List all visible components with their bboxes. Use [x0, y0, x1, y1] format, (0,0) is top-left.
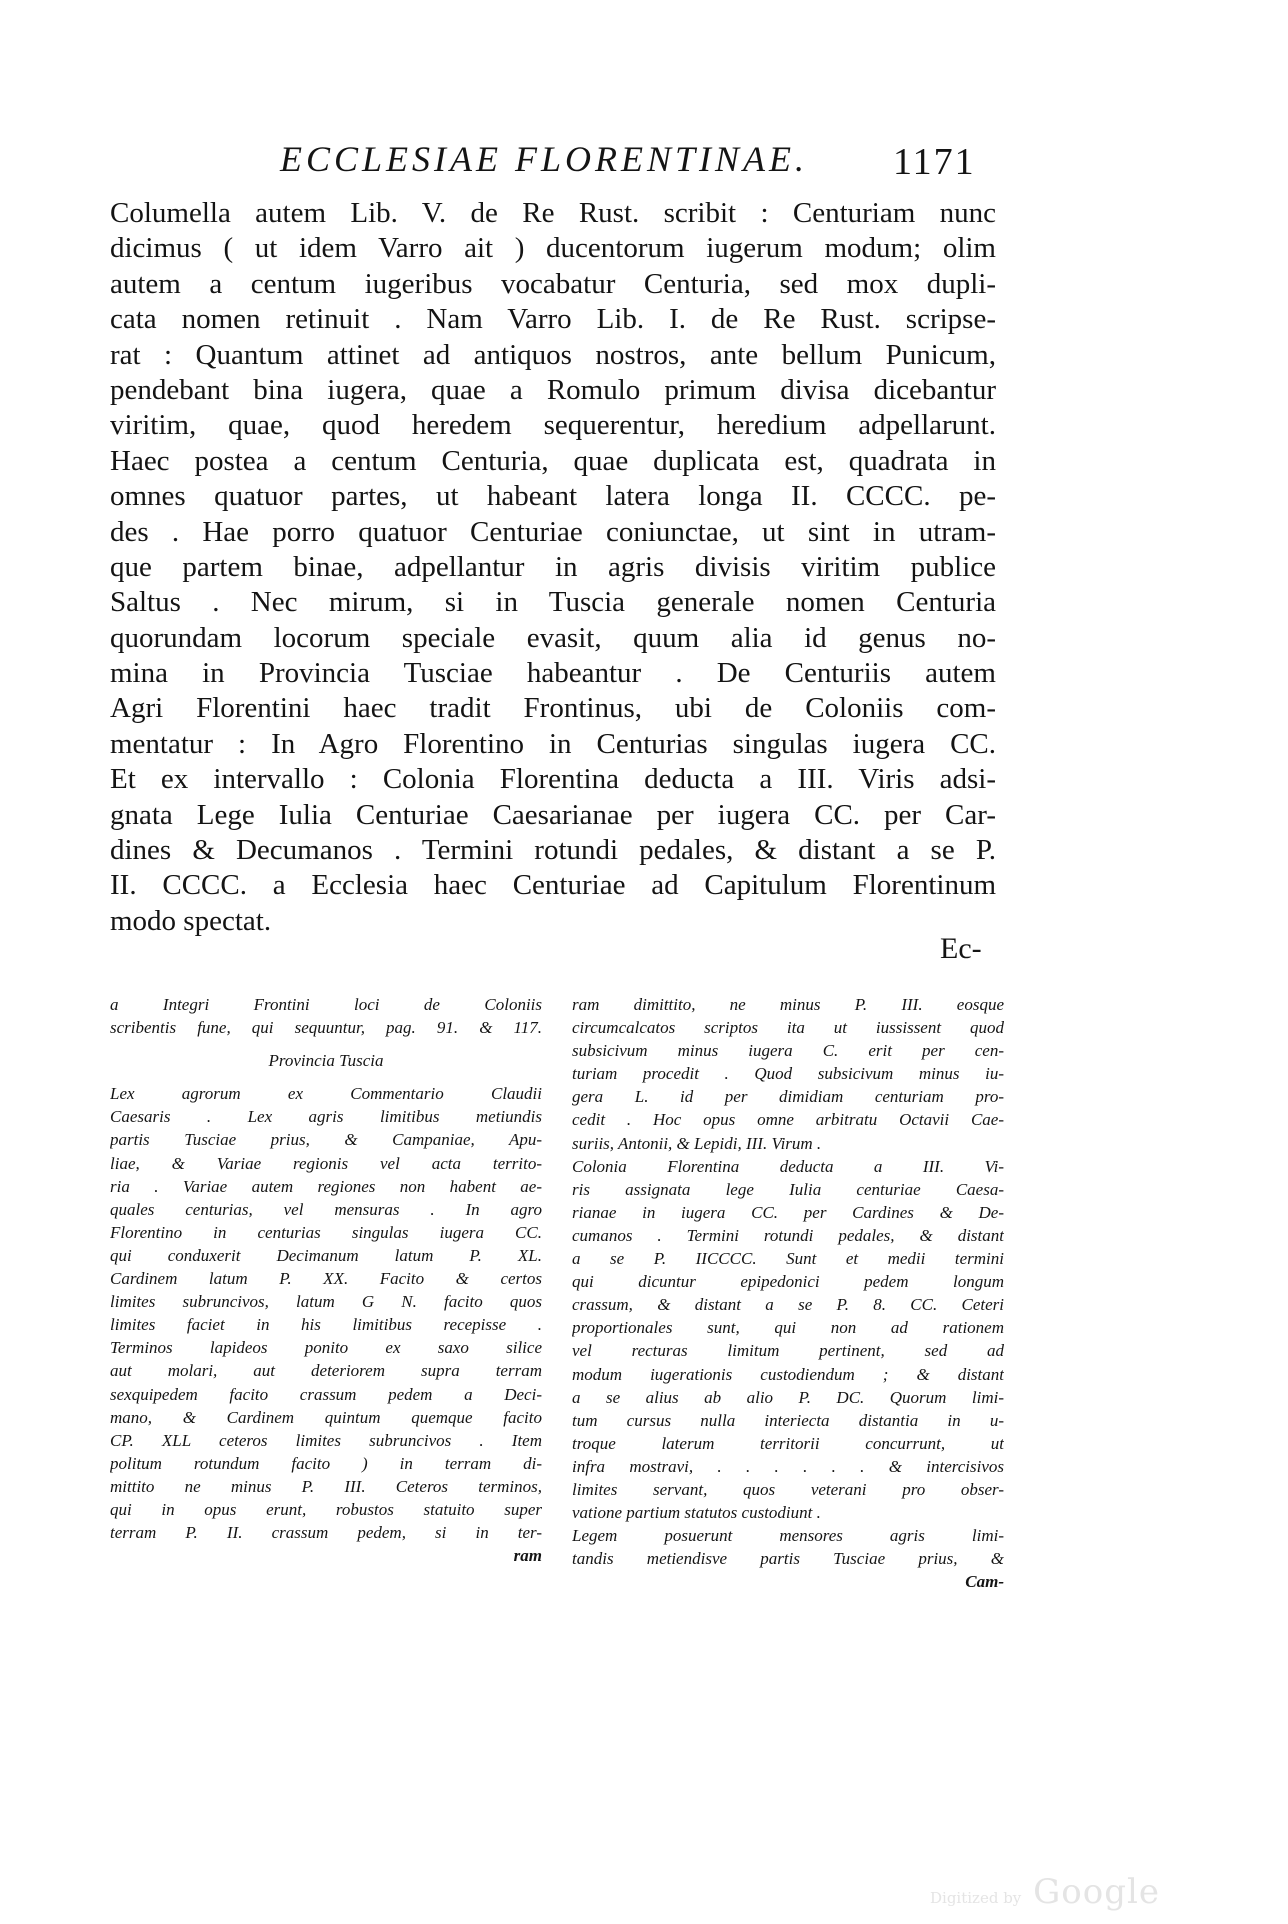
footnote-line: quales centurias, vel mensuras . In agro	[110, 1199, 542, 1219]
footnote-line: a Integri Frontini loci de Coloniis	[110, 995, 542, 1014]
main-text-line: pendebant bina iugera, quae a Romulo primum divisa dicebantur	[110, 373, 996, 406]
main-text-line: que partem binae, adpellantur in agris divisis viritim publice	[110, 550, 996, 583]
footnote-line: infra mostravi, . . . . . . & intercisivos	[572, 1456, 1004, 1476]
footnote-line: subsicivum minus iugera C. erit per cen-	[572, 1041, 1004, 1061]
footnote-line: cumanos . Termini rotundi pedales, & distant	[572, 1225, 1004, 1245]
main-text-line: Et ex intervallo : Colonia Florentina deducta a III. Viris adsi-	[110, 763, 996, 796]
main-text-line: Columella autem Lib. V. de Re Rust. scribit : Centuriam nunc	[110, 197, 996, 229]
footnote-line: Legem posuerunt mensores agris limi-	[572, 1526, 1004, 1546]
main-text-block	[110, 196, 996, 939]
main-text-line: Saltus . Nec mirum, si in Tuscia generale nomen Centuria	[110, 586, 996, 619]
footnote-line: rianae in iugera CC. per Cardines & De-	[572, 1202, 1004, 1222]
footnote-line: Cardinem latum P. XX. Facito & certos	[110, 1269, 542, 1289]
footnote-line: ris assignata lege Iulia centuriae Caesa-	[572, 1179, 1004, 1199]
footnote-line: scribentis fune, qui sequuntur, pag. 91. & 117.	[110, 1018, 542, 1038]
footnote-line: modum iugerationis custodiendum ; & distant	[572, 1364, 1004, 1384]
watermark-brand: Google	[1033, 1872, 1160, 1912]
watermark-prefix: Digitized by	[930, 1889, 1022, 1907]
footnote-line: ria . Variae autem regiones non habent ae-	[110, 1176, 542, 1196]
main-text-line: autem a centum iugeribus vocabatur Centuria, sed mox dupli-	[110, 267, 996, 300]
running-head: ECCLESIAE FLORENTINAE.	[280, 139, 808, 179]
footnote-line: qui conduxerit Decimanum latum P. XL.	[110, 1245, 542, 1265]
footnote-line: vel recturas limitum pertinent, sed ad	[572, 1341, 1004, 1361]
footnote-line: turiam procedit . Quod subsicivum minus iu-	[572, 1064, 1004, 1084]
footnote-line: limites faciet in his limitibus recepisse .	[110, 1315, 542, 1335]
main-text-line: quorundam locorum speciale evasit, quum alia id genus no-	[110, 621, 996, 654]
main-text-line: Haec postea a centum Centuria, quae duplicata est, quadrata in	[110, 444, 996, 477]
footnote-line: circumcalcatos scriptos ita ut iussissent quod	[572, 1018, 1004, 1038]
footnote-left-column	[110, 993, 542, 1567]
footnote-line: troque laterum territorii concurrunt, ut	[572, 1433, 1004, 1453]
main-text-line: mentatur : In Agro Florentino in Centurias singulas iugera CC.	[110, 727, 996, 760]
main-text-line: omnes quatuor partes, ut habeant latera longa II. CCCC. pe-	[110, 480, 996, 513]
main-text-line: dines & Decumanos . Termini rotundi pedales, & distant a se P.	[110, 834, 996, 867]
footnote-line: partis Tusciae prius, & Campaniae, Apu-	[110, 1130, 542, 1150]
main-text-line: rat : Quantum attinet ad antiquos nostros, ante bellum Punicum,	[110, 338, 996, 371]
footnote-line: liae, & Variae regionis vel acta territo-	[110, 1153, 542, 1173]
footnote-line: tum cursus nulla interiecta distantia in u-	[572, 1410, 1004, 1430]
footnote-line: cedit . Hoc opus omne arbitratu Octavii Cae-	[572, 1110, 1004, 1130]
footnote-line: Colonia Florentina deducta a III. Vi-	[572, 1156, 1004, 1176]
main-text-line: dicimus ( ut idem Varro ait ) ducentorum iugerum modum; olim	[110, 232, 996, 265]
footnote-line: aut molari, aut deteriorem supra terram	[110, 1361, 542, 1381]
footnote-line: a se alius ab alio P. DC. Quorum limi-	[572, 1387, 1004, 1407]
main-text-line: gnata Lege Iulia Centuriae Caesarianae per iugera CC. per Car-	[110, 798, 996, 831]
footnote-line: Terminos lapideos ponito ex saxo silice	[110, 1338, 542, 1358]
main-text-line: des . Hae porro quatuor Centuriae coniunctae, ut sint in utram-	[110, 515, 996, 548]
footnote-catchword: Cam-	[965, 1572, 1004, 1592]
footnote-line: gera L. id per dimidiam centuriam pro-	[572, 1087, 1004, 1107]
footnote-line: crassum, & distant a se P. 8. CC. Ceteri	[572, 1295, 1004, 1315]
footnote-line: vatione partium statutos custodiunt .	[572, 1503, 821, 1523]
footnote-line: suriis, Antonii, & Lepidi, III. Virum .	[572, 1133, 822, 1153]
footnote-line: qui dicuntur epipedonici pedem longum	[572, 1272, 1004, 1292]
footnote-line: politum rotundum facito ) in terram di-	[110, 1453, 542, 1473]
footnote-line: Florentino in centurias singulas iugera CC.	[110, 1222, 542, 1242]
main-text-line: II. CCCC. a Ecclesia haec Centuriae ad Capitulum Florentinum	[110, 869, 996, 902]
footnote-line: mano, & Cardinem quintum quemque facito	[110, 1407, 542, 1427]
footnote-line: Lex agrorum ex Commentario Claudii	[110, 1084, 542, 1104]
catchword: Ec-	[940, 932, 982, 965]
footnote-line: terram P. II. crassum pedem, si in ter-	[110, 1523, 542, 1543]
main-text-line: viritim, quae, quod heredem sequerentur, heredium adpellarunt.	[110, 409, 996, 442]
footnote-line: limites subruncivos, latum G N. facito quos	[110, 1292, 542, 1312]
footnote-line: Caesaris . Lex agris limitibus metiundis	[110, 1107, 542, 1127]
footnote-line: tandis metiendisve partis Tusciae prius, &	[572, 1549, 1004, 1569]
main-text-line: modo spectat.	[110, 904, 272, 937]
footnote-line: proportionales sunt, qui non ad rationem	[572, 1318, 1004, 1338]
footnote-line: ram dimittito, ne minus P. III. eosque	[572, 995, 1004, 1014]
main-text-line: cata nomen retinuit . Nam Varro Lib. I. de Re Rust. scripse-	[110, 303, 996, 336]
main-text-line: mina in Provincia Tusciae habeantur . De Centuriis autem	[110, 657, 996, 690]
footnote-line: qui in opus erunt, robustos statuito super	[110, 1499, 542, 1519]
digitized-watermark	[930, 1872, 1160, 1912]
footnote-line: CP. XLL ceteros limites subruncivos . Item	[110, 1430, 542, 1450]
footnote-catchword: ram	[513, 1546, 542, 1566]
footnote-line: sexquipedem facito crassum pedem a Deci-	[110, 1384, 542, 1404]
footnote-line: limites servant, quos veterani pro obser-	[572, 1479, 1004, 1499]
page-number: 1171	[893, 141, 976, 183]
main-text-line: Agri Florentini haec tradit Frontinus, ubi de Coloniis com-	[110, 692, 996, 725]
footnote-right-column	[572, 993, 1004, 1593]
footnote-line: mittito ne minus P. III. Ceteros terminos,	[110, 1476, 542, 1496]
footnote-heading: Provincia Tuscia	[268, 1051, 384, 1071]
footnote-line: a se P. IICCCC. Sunt et medii termini	[572, 1249, 1004, 1269]
